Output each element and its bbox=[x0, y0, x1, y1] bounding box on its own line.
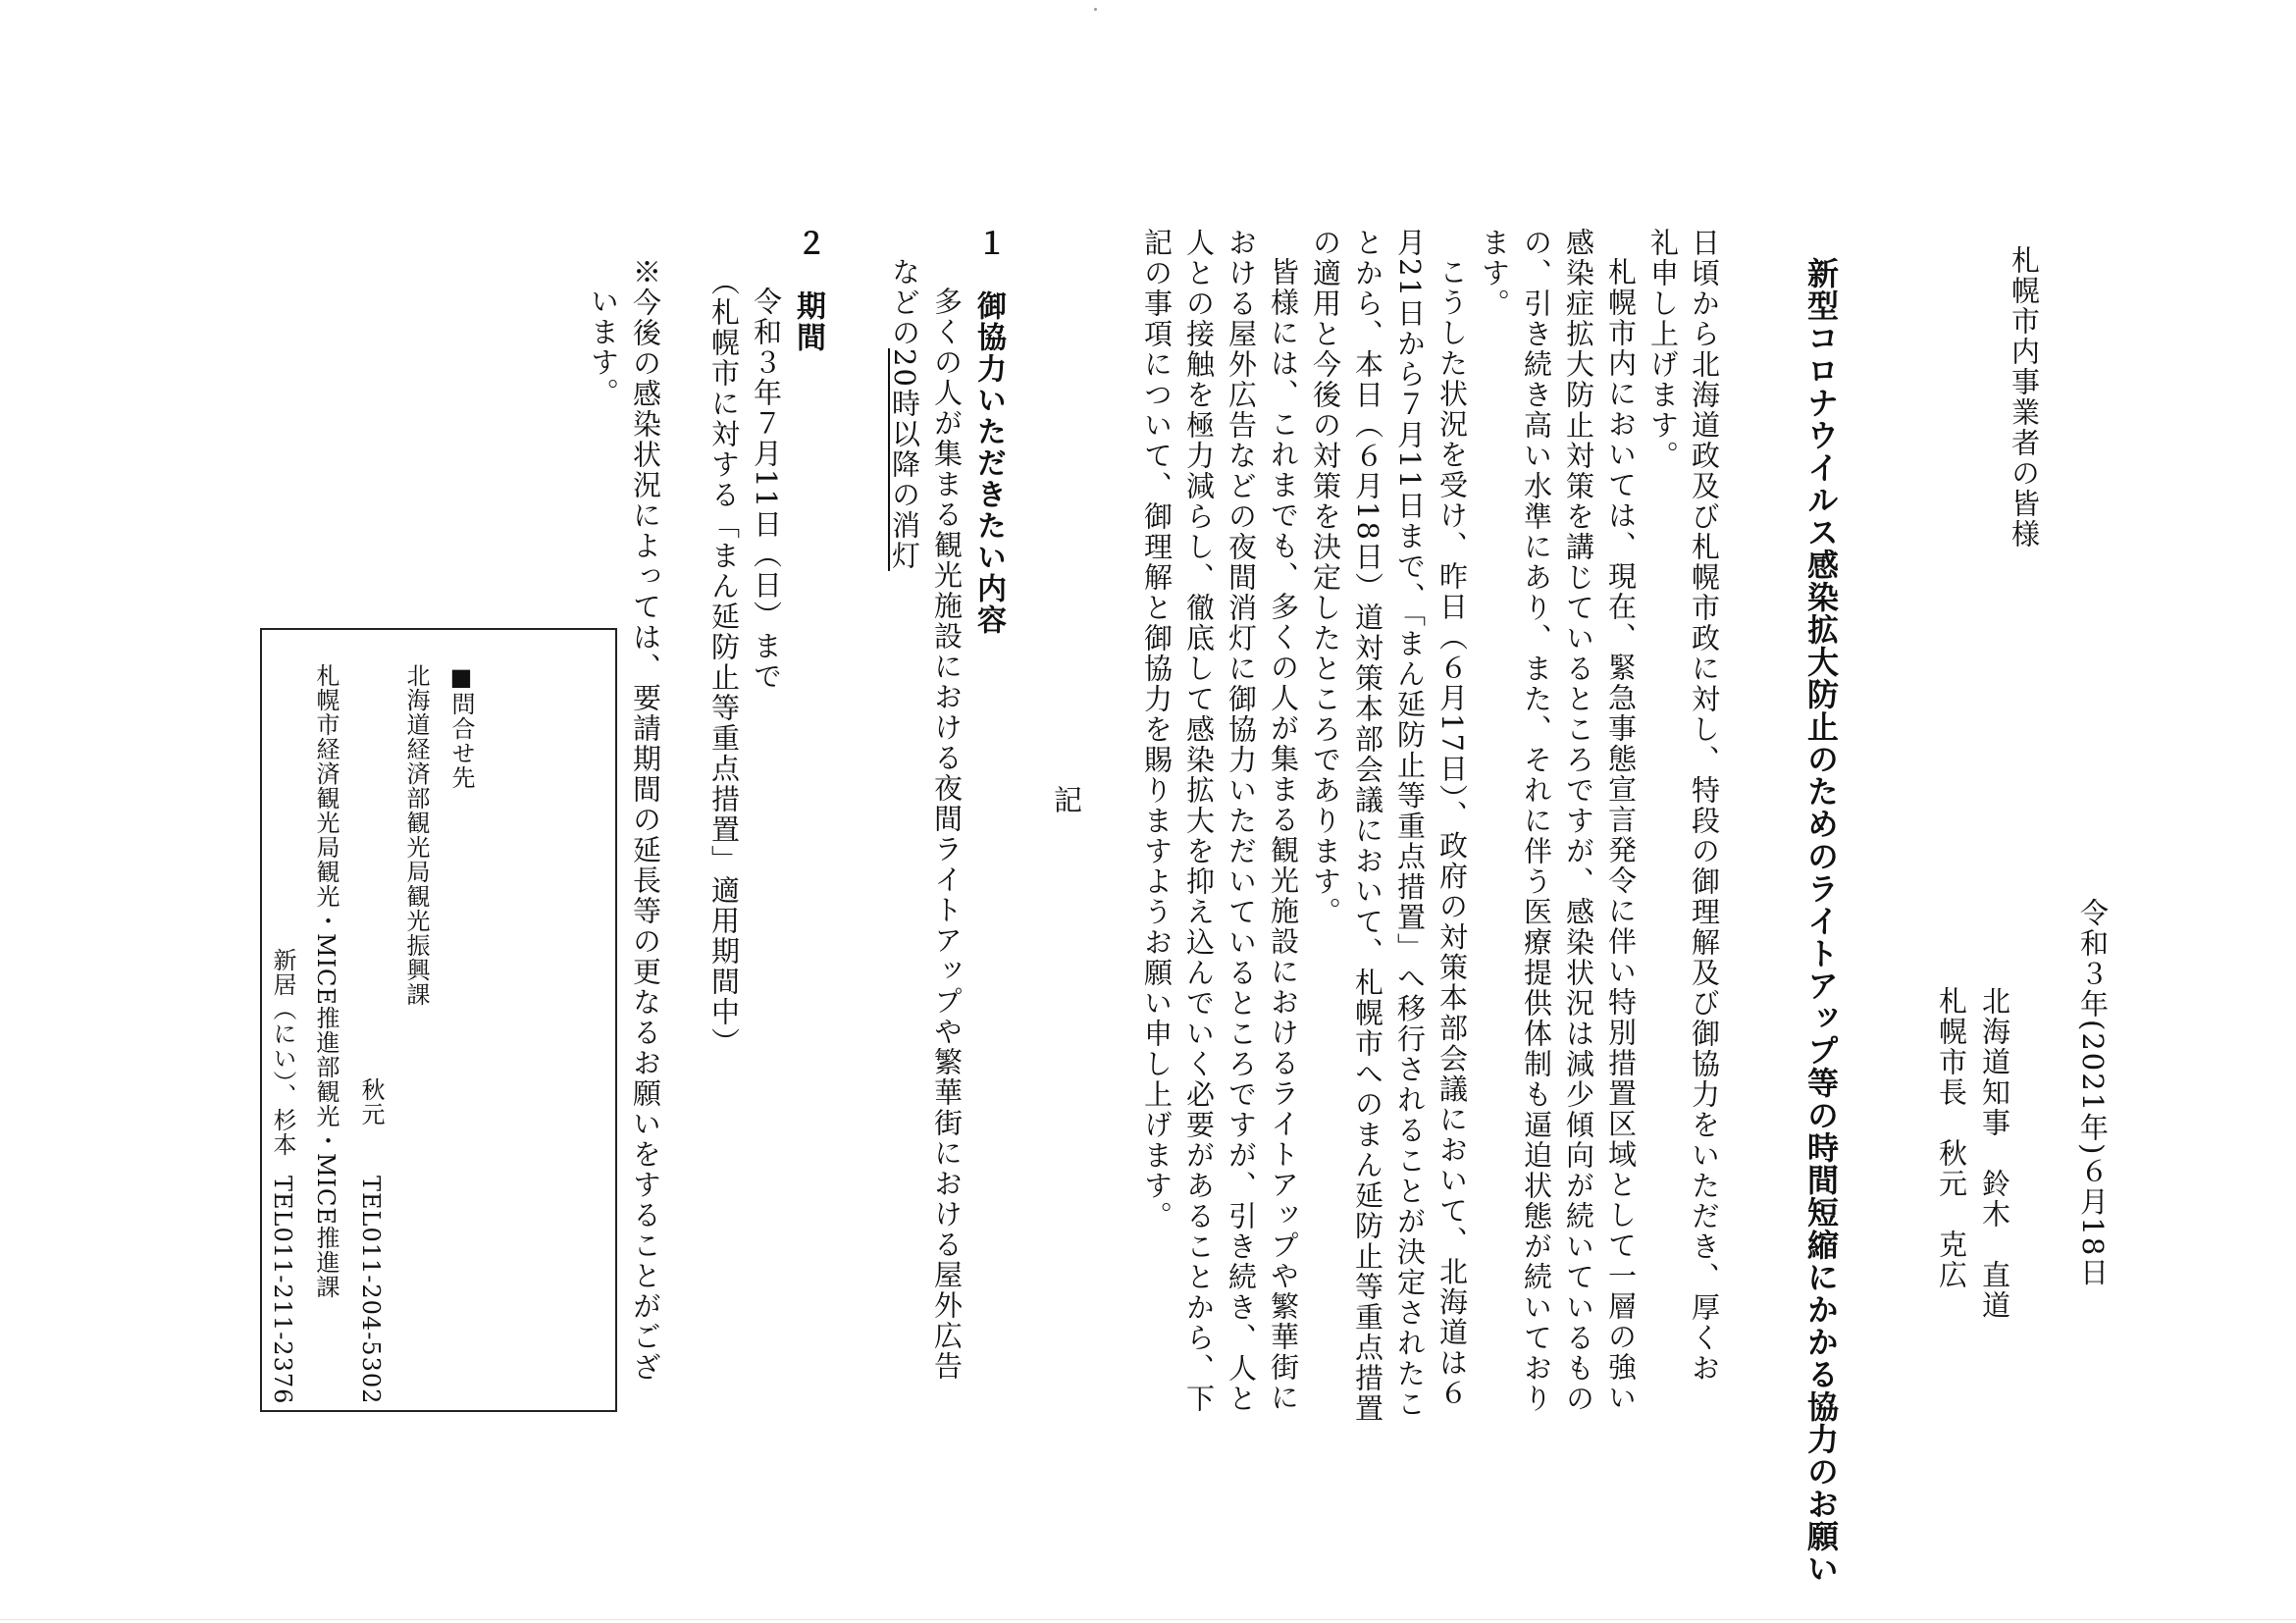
body-line: とから、本日（６月18日）道対策本部会議において、札幌市へのまん延防止等重点措置 bbox=[1351, 228, 1384, 1424]
item1-emphasis: 20時以降の消灯 bbox=[888, 348, 921, 571]
body-line: 月21日から７月11日まで、「まん延防止等重点措置」へ移行されることが決定されたこ bbox=[1393, 228, 1427, 1420]
body-line: 札幌市内においては、現在、緊急事態宣言発令に伴い特別措置区域として一層の強い bbox=[1604, 257, 1638, 1413]
body-line: 日頃から北海道政及び札幌市政に対し、特段の御理解及び御協力をいただき、厚くお bbox=[1688, 228, 1721, 1384]
body-line: の、引き続き高い水準にあり、また、それに伴う医療提供体制も逼迫状態が続いており bbox=[1520, 228, 1553, 1414]
item1-line bbox=[888, 257, 921, 571]
ki-mark: 記 bbox=[1050, 785, 1083, 815]
note-line: います。 bbox=[587, 287, 620, 408]
contact-person2: 新居（にい）、杉本 bbox=[269, 948, 296, 1157]
item2-heading: ２ 期間 bbox=[791, 228, 825, 353]
contact-tel2: TEL011-211-2376 bbox=[269, 1176, 296, 1405]
note-line: ※今後の感染状況によっては、要請期間の延長等の更なるお願いをすることがござ bbox=[629, 257, 662, 1383]
scan-speck bbox=[1094, 8, 1097, 11]
body-line: の適用と今後の対策を決定したところであります。 bbox=[1309, 228, 1342, 927]
contact-dept1: 北海道経済部観光局観光振興課 bbox=[402, 663, 430, 1007]
scan-edge bbox=[0, 1619, 2296, 1620]
sender-governor: 北海道知事 鈴木 直道 bbox=[1978, 986, 2011, 1321]
contact-tel1: TEL011-204-5302 bbox=[357, 1176, 385, 1405]
item2-line: 令和３年７月11日（日）まで bbox=[750, 287, 783, 692]
body-line: 礼申し上げます。 bbox=[1646, 228, 1680, 471]
body-line: 皆様には、これまでも、多くの人が集まる観光施設におけるライトアップや繁華街に bbox=[1267, 257, 1300, 1413]
body-line: 感染症拡大防止対策を講じているところですが、感染状況は減少傾向が続いているもの bbox=[1562, 228, 1595, 1414]
item1-line2-text: などの bbox=[888, 257, 921, 348]
contact-person1: 秋元 bbox=[357, 1077, 385, 1126]
contact-dept2: 札幌市経済観光局観光・MICE推進部観光・MICE推進課 bbox=[312, 663, 339, 1299]
item1-line: 多くの人が集まる観光施設における夜間ライトアップや繁華街における屋外広告 bbox=[930, 287, 964, 1382]
body-line: こうした状況を受け、昨日（６月17日）、政府の対策本部会議において、北海道は６ bbox=[1435, 257, 1469, 1409]
document-title: 新型コロナウイルス感染拡大防止のためのライトアップ等の時間短縮にかかる協力のお願い bbox=[1802, 257, 1840, 1585]
body-line: 記の事項について、御理解と御協力を賜りますようお願い申し上げます。 bbox=[1140, 228, 1174, 1231]
body-line: 人との接触を極力減らし、徹底して感染拡大を抑え込んでいく必要があることから、下 bbox=[1182, 228, 1216, 1414]
addressee: 札幌市内事業者の皆様 bbox=[2008, 245, 2041, 550]
contact-header: ■問合せ先 bbox=[447, 663, 475, 790]
sender-mayor: 札幌市長 秋元 克広 bbox=[1935, 986, 1968, 1290]
item2-line: （札幌市に対する「まん延防止等重点措置」適用期間中） bbox=[707, 267, 741, 1058]
body-line: ます。 bbox=[1478, 228, 1511, 319]
body-line: おける屋外広告などの夜間消灯に御協力いただいているところですが、引き続き、人と bbox=[1225, 228, 1258, 1414]
date: 令和３年(2021年)６月18日 bbox=[2076, 898, 2110, 1288]
item1-heading: １ 御協力いただきたい内容 bbox=[971, 228, 1006, 636]
